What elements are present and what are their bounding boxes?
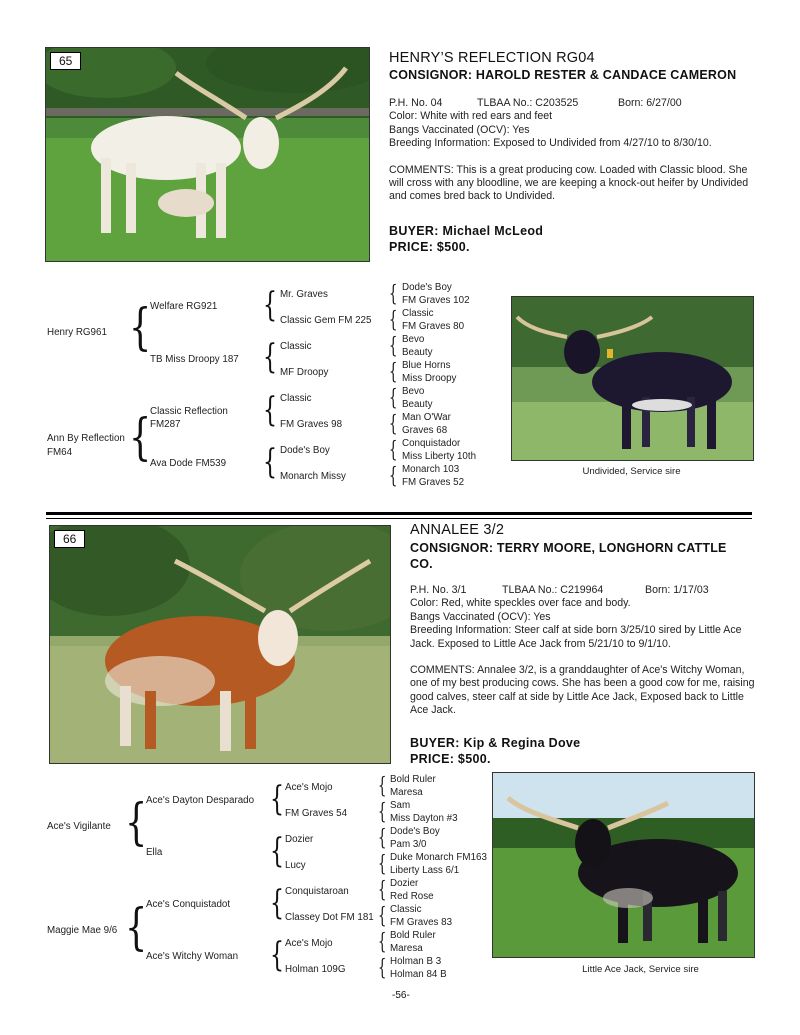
pedigree-brace: { — [270, 883, 285, 923]
lot-number: 65 — [50, 52, 81, 70]
pedigree-g2: Ace's Conquistadot — [146, 899, 231, 910]
bangs-info: Bangs Vaccinated (OCV): Yes — [389, 123, 530, 136]
pedigree-g2: Ace's Dayton Desparado — [146, 795, 255, 806]
pedigree-g2: Ace's Witchy Woman — [146, 951, 239, 962]
pedigree-g3: Classic — [280, 393, 312, 404]
pedigree-g1: Ann By Reflection FM64 — [47, 433, 125, 458]
tlbaa-number: TLBAA No.: C203525 — [477, 97, 579, 109]
pedigree-brace: { — [389, 464, 398, 489]
pedigree-brace: { — [389, 386, 398, 411]
pedigree-g1: Henry RG961 — [47, 327, 107, 338]
pedigree-g3: Dode's Boy — [280, 445, 330, 456]
pedigree-g3: Dozier — [285, 834, 314, 845]
pedigree-g4: Miss Droopy — [402, 373, 457, 384]
lot-65-price: PRICE: $500. — [389, 240, 470, 254]
pedigree-g4: Red Rose — [390, 891, 434, 902]
pedigree-brace: { — [378, 956, 387, 981]
lot-66-consignor: CONSIGNOR: TERRY MOORE, LONGHORN CATTLE CO. — [410, 541, 727, 571]
breeding-info: Breeding Information: Steer calf at side born 3/25/10 sired by Little Ace Jack. Exposed to Little Ace Jack from 5/21/10 to 9/1/10. — [410, 624, 742, 650]
pedigree-g3: Classey Dot FM 181 — [285, 912, 374, 923]
pedigree-brace: { — [125, 898, 148, 956]
ph-number: P.H. No. 04 — [389, 97, 443, 109]
pedigree-g3: FM Graves 98 — [280, 419, 343, 430]
pedigree-g4: Conquistador — [402, 438, 461, 449]
pedigree-g4: Maresa — [390, 943, 423, 954]
lot-number: 66 — [54, 530, 85, 548]
lot-66-photo — [49, 525, 391, 764]
pedigree-brace: { — [378, 826, 387, 851]
pedigree-brace: { — [378, 878, 387, 903]
pedigree-g4: Pam 3/0 — [390, 839, 427, 850]
pedigree-g3: Lucy — [285, 860, 306, 871]
pedigree-g2: Classic Reflection FM287 — [150, 406, 228, 430]
lot-66-sire-photo — [492, 772, 755, 958]
pedigree-g4: Liberty Lass 6/1 — [390, 865, 460, 876]
pedigree-g3: Conquistaroan — [285, 886, 349, 897]
pedigree-brace: { — [129, 298, 152, 356]
pedigree-g3: Monarch Missy — [280, 471, 346, 482]
black-bull-image — [512, 297, 753, 460]
pedigree-g1: Maggie Mae 9/6 — [47, 925, 118, 936]
pedigree-g3: MF Droopy — [280, 367, 329, 378]
black-bull-image — [493, 773, 754, 957]
pedigree-g4: Beauty — [402, 347, 433, 358]
bangs-info: Bangs Vaccinated (OCV): Yes — [410, 610, 551, 623]
lot-66-buyer: BUYER: Kip & Regina Dove — [410, 736, 581, 750]
pedigree-brace: { — [378, 852, 387, 877]
pedigree-brace: { — [389, 438, 398, 463]
pedigree-g4: Beauty — [402, 399, 433, 410]
born-date: Born: 1/17/03 — [645, 584, 709, 596]
pedigree-g2: Welfare RG921 — [150, 301, 218, 312]
pedigree-g4: Man O'War — [402, 412, 451, 423]
lot-65-name: HENRY’S REFLECTION RG04 — [389, 50, 595, 66]
pedigree-brace: { — [378, 904, 387, 929]
tlbaa-number: TLBAA No.: C219964 — [502, 584, 604, 596]
pedigree-g4: Blue Horns — [402, 360, 451, 371]
pedigree-brace: { — [389, 334, 398, 359]
pedigree-g4: Dozier — [390, 878, 419, 889]
pedigree-brace: { — [125, 793, 148, 851]
lot-66-price: PRICE: $500. — [410, 752, 491, 766]
pedigree-g3: Mr. Graves — [280, 289, 328, 300]
pedigree-g4: Bevo — [402, 386, 425, 397]
comments: COMMENTS: This is a great producing cow. Loaded with Classic blood. She will cross with any bloodline, we are keeping a knock-out heifer by Undivided and comes bred back to Undivided. — [389, 163, 749, 203]
pedigree-g4: Classic — [402, 308, 434, 319]
pedigree-g3: Classic — [280, 341, 312, 352]
pedigree-g3: FM Graves 54 — [285, 808, 348, 819]
comments: COMMENTS: Annalee 3/2, is a granddaughter of Ace's Witchy Woman, one of my best producing cows. She has been a good cow for me, raising good calves, steer calf at side by Little Ace Jack, Exposed back to Little Ace Jack. — [410, 664, 755, 717]
pedigree-g4: Classic — [390, 904, 422, 915]
page-number: -56- — [392, 990, 410, 1001]
pedigree-brace: { — [389, 412, 398, 437]
pedigree-brace: { — [389, 308, 398, 333]
lot-65-info — [389, 97, 759, 204]
pedigree-g3: Ace's Mojo — [285, 938, 333, 949]
color-info: Color: White with red ears and feet — [389, 110, 553, 123]
lot-66-name: ANNALEE 3/2 — [410, 522, 505, 538]
pedigree-brace: { — [263, 285, 278, 325]
pedigree-brace: { — [263, 390, 278, 430]
pedigree-g4: Holman 84 B — [390, 969, 447, 980]
pedigree-brace: { — [263, 442, 278, 482]
pedigree-g2: Ella — [146, 847, 163, 858]
pedigree-g4: FM Graves 102 — [402, 295, 470, 306]
pedigree-g4: Duke Monarch FM163 — [390, 852, 487, 863]
pedigree-g4: Maresa — [390, 787, 423, 798]
pedigree-brace: { — [129, 408, 152, 466]
lot-65-consignor: CONSIGNOR: HAROLD RESTER & CANDACE CAMERON — [389, 68, 737, 82]
lot-65-buyer: BUYER: Michael McLeod — [389, 224, 544, 238]
pedigree-g4: FM Graves 83 — [390, 917, 453, 928]
pedigree-g3: Holman 109G — [285, 964, 346, 975]
pedigree-g4: Graves 68 — [402, 425, 448, 436]
red-speckled-cow-image — [50, 526, 390, 763]
lot-65-sire-photo — [511, 296, 754, 461]
section-divider — [46, 518, 752, 519]
pedigree-g4: Miss Liberty 10th — [402, 451, 477, 462]
pedigree-brace: { — [270, 935, 285, 975]
color-info: Color: Red, white speckles over face and body. — [410, 597, 631, 610]
ph-number: P.H. No. 3/1 — [410, 584, 467, 596]
lot-65-photo — [45, 47, 370, 262]
sire-caption: Undivided, Service sire — [582, 466, 681, 477]
pedigree-g4: Bold Ruler — [390, 930, 436, 941]
pedigree-g4: Miss Dayton #3 — [390, 813, 458, 824]
pedigree-g4: FM Graves 52 — [402, 477, 465, 488]
pedigree-brace: { — [270, 779, 285, 819]
white-cow-image — [46, 48, 369, 261]
pedigree-g1: Ace's Vigilante — [47, 821, 111, 832]
lot-66-info — [410, 584, 755, 718]
pedigree-g3: Ace's Mojo — [285, 782, 333, 793]
pedigree-brace: { — [389, 360, 398, 385]
pedigree-g4: Monarch 103 — [402, 464, 460, 475]
pedigree-g3: Classic Gem FM 225 — [280, 315, 372, 326]
born-date: Born: 6/27/00 — [618, 97, 682, 109]
pedigree-g4: FM Graves 80 — [402, 321, 465, 332]
pedigree-g2: Ava Dode FM539 — [150, 458, 227, 469]
breeding-info: Breeding Information: Exposed to Undivided from 4/27/10 to 8/30/10. — [389, 137, 712, 150]
section-divider — [46, 512, 752, 515]
pedigree-g2: TB Miss Droopy 187 — [150, 354, 239, 365]
pedigree-g4: Holman B 3 — [390, 956, 442, 967]
pedigree-brace: { — [378, 774, 387, 799]
pedigree-g4: Dode's Boy — [390, 826, 440, 837]
pedigree-g4: Dode's Boy — [402, 282, 452, 293]
pedigree-g4: Sam — [390, 800, 411, 811]
pedigree-brace: { — [270, 831, 285, 871]
sire-caption: Little Ace Jack, Service sire — [582, 964, 699, 975]
pedigree-brace: { — [263, 337, 278, 377]
pedigree-brace: { — [389, 282, 398, 307]
pedigree-g4: Bold Ruler — [390, 774, 436, 785]
pedigree-brace: { — [378, 930, 387, 955]
pedigree-g4: Bevo — [402, 334, 425, 345]
pedigree-brace: { — [378, 800, 387, 825]
